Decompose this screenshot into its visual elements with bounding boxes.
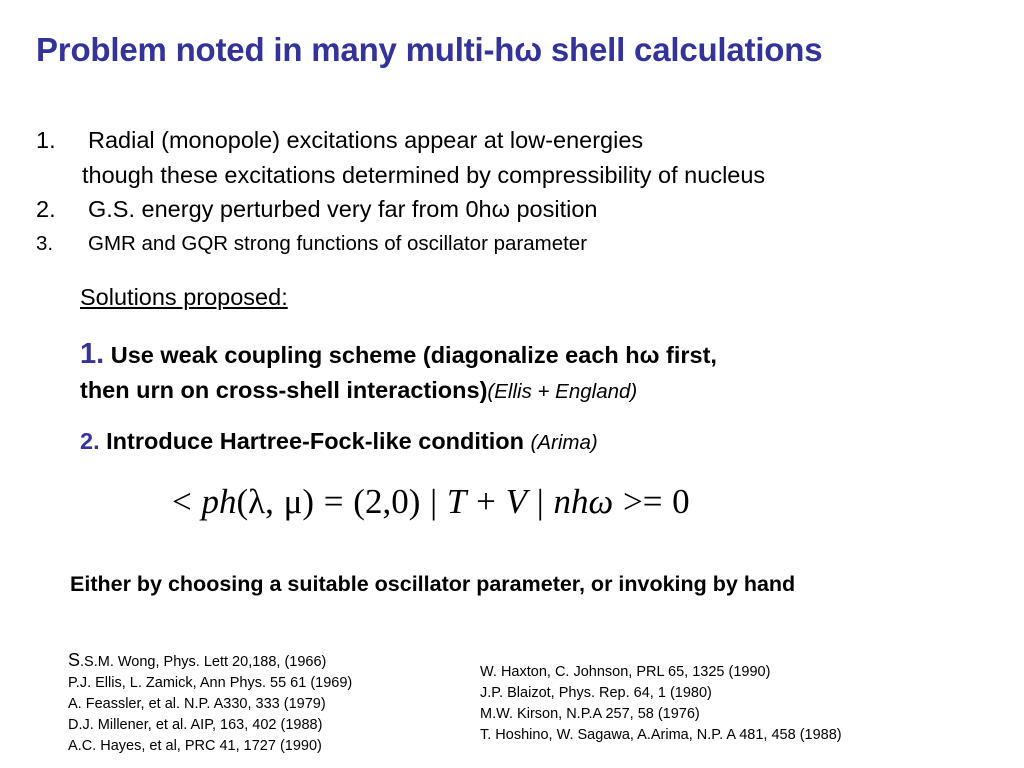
- slide-title: Problem noted in many multi-hω shell calculations: [36, 31, 823, 68]
- reference-item: W. Haxton, C. Johnson, PRL 65, 1325 (1990): [480, 664, 771, 680]
- problem-2-number: 2.: [36, 196, 56, 222]
- solution-2-text: Introduce Hartree-Fock-like condition: [106, 428, 524, 454]
- problem-1-number: 1.: [36, 127, 56, 153]
- problem-1-text: Radial (monopole) excitations appear at low-energies: [88, 127, 644, 153]
- equation-part: <: [172, 482, 202, 521]
- reference-item: T. Hoshino, W. Sagawa, A.Arima, N.P. A 481, 458 (1988): [480, 727, 842, 743]
- problem-3-text: GMR and GQR strong functions of oscillator parameter: [88, 232, 588, 255]
- references-left: [68, 650, 352, 757]
- solution-1-citation: (Ellis + England): [487, 380, 638, 403]
- reference-item: J.P. Blaizot, Phys. Rep. 64, 1 (1980): [480, 685, 712, 701]
- problem-1-continuation: though these excitations determined by compressibility of nucleus: [82, 162, 766, 188]
- equation-part: ph: [201, 482, 237, 521]
- reference-text: .S.M. Wong, Phys. Lett 20,188, (1966): [80, 654, 327, 670]
- solution-1-line2: then urn on cross-shell interactions): [80, 377, 488, 403]
- equation-part: |: [526, 482, 554, 521]
- either-statement: Either by choosing a suitable oscillator parameter, or invoking by hand: [70, 572, 796, 596]
- references-right: [480, 662, 842, 746]
- solution-1-number: 1.: [80, 338, 105, 370]
- equation-part: nhω: [553, 482, 614, 521]
- problem-2-text: G.S. energy perturbed very far from 0hω position: [88, 196, 598, 222]
- solution-2-number: 2.: [80, 428, 100, 454]
- reference-item: D.J. Millener, et al. AIP, 163, 402 (1988): [68, 717, 323, 733]
- equation-part: T: [446, 482, 467, 521]
- hartree-fock-equation: [172, 482, 690, 522]
- solution-2: [80, 428, 598, 455]
- solution-2-citation: (Arima): [530, 431, 598, 454]
- reference-item: P.J. Ellis, L. Zamick, Ann Phys. 55 61 (1969): [68, 675, 353, 691]
- solution-1-line1: Use weak coupling scheme (diagonalize each hω first,: [110, 342, 717, 368]
- reference-item: A. Feassler, et al. N.P. A330, 333 (1979): [68, 696, 326, 712]
- solutions-heading: Solutions proposed:: [80, 284, 288, 310]
- reference-initial: S: [68, 650, 81, 670]
- equation-part: >= 0: [613, 482, 690, 521]
- problem-3-number: 3.: [36, 232, 54, 255]
- equation-part: V: [505, 482, 527, 521]
- reference-item: [68, 650, 352, 673]
- reference-item: M.W. Kirson, N.P.A 257, 58 (1976): [480, 706, 700, 722]
- equation-part: +: [466, 482, 506, 521]
- reference-item: A.C. Hayes, et al, PRC 41, 1727 (1990): [68, 738, 322, 754]
- equation-part: (λ, μ) = (2,0) |: [236, 482, 447, 521]
- solution-1: [80, 337, 717, 409]
